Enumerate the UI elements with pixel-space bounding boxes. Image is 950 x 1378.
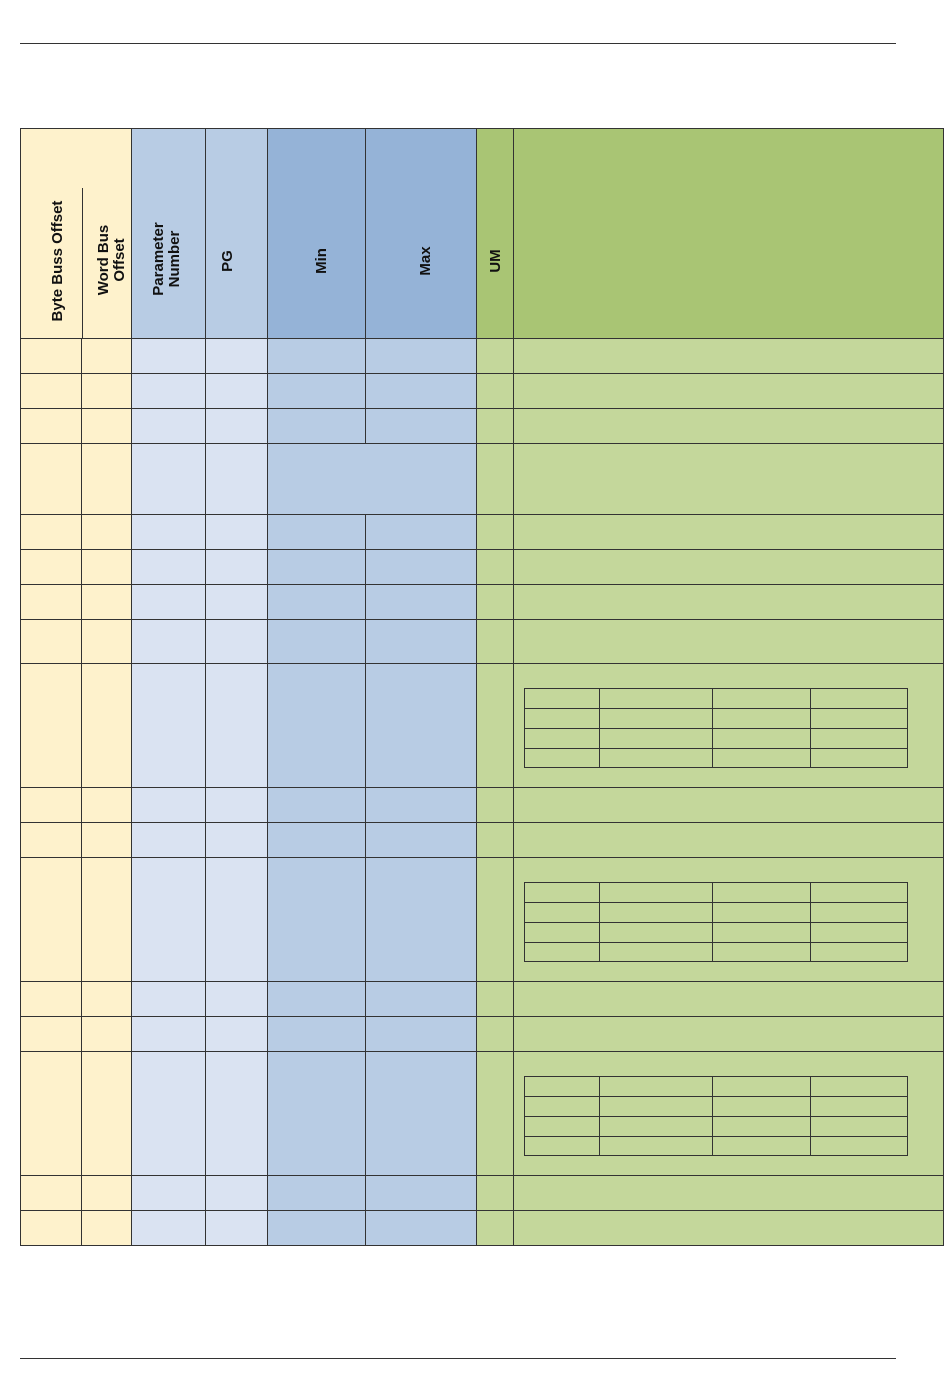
description-cell bbox=[514, 585, 944, 620]
description-cell bbox=[514, 1017, 944, 1052]
pg-cell bbox=[206, 620, 268, 664]
word-offset-cell bbox=[82, 1017, 132, 1052]
byte-offset-cell bbox=[20, 515, 82, 550]
parameter-number-cell bbox=[132, 858, 206, 982]
max-cell bbox=[366, 374, 477, 409]
parameter-number-cell bbox=[132, 550, 206, 585]
header-parameter-line1: Parameter bbox=[150, 222, 167, 296]
min-cell bbox=[268, 1017, 366, 1052]
min-cell bbox=[268, 1211, 366, 1246]
header-parameter-number bbox=[151, 222, 183, 295]
max-cell bbox=[366, 409, 477, 444]
byte-offset-cell bbox=[20, 550, 82, 585]
description-cell bbox=[514, 823, 944, 858]
max-cell bbox=[366, 823, 477, 858]
min-cell bbox=[268, 550, 366, 585]
subtable-row-line bbox=[525, 1116, 907, 1117]
word-offset-cell bbox=[82, 585, 132, 620]
max-cell bbox=[366, 1211, 477, 1246]
um-cell bbox=[477, 1211, 514, 1246]
um-cell bbox=[477, 788, 514, 823]
description-cell bbox=[514, 620, 944, 664]
header-pg-cell bbox=[206, 128, 268, 339]
embedded-subtable bbox=[524, 1076, 908, 1156]
byte-offset-cell bbox=[20, 982, 82, 1017]
word-offset-cell bbox=[82, 620, 132, 664]
parameter-number-cell bbox=[132, 664, 206, 788]
um-cell bbox=[477, 858, 514, 982]
subtable-col-line bbox=[599, 1077, 600, 1155]
byte-offset-cell bbox=[20, 620, 82, 664]
byte-offset-cell bbox=[20, 1176, 82, 1211]
description-cell bbox=[514, 858, 944, 982]
description-cell bbox=[514, 664, 944, 788]
min-cell bbox=[268, 585, 366, 620]
min-cell bbox=[268, 515, 366, 550]
um-cell bbox=[477, 1176, 514, 1211]
subtable-col-line bbox=[599, 883, 600, 961]
min-cell bbox=[268, 1052, 366, 1176]
word-offset-cell bbox=[82, 982, 132, 1017]
um-cell bbox=[477, 823, 514, 858]
header-max-cell bbox=[366, 128, 477, 339]
word-offset-cell bbox=[82, 444, 132, 515]
um-cell bbox=[477, 1017, 514, 1052]
subtable-col-line bbox=[810, 1077, 811, 1155]
description-cell bbox=[514, 982, 944, 1017]
parameter-number-cell bbox=[132, 788, 206, 823]
description-cell bbox=[514, 550, 944, 585]
um-cell bbox=[477, 620, 514, 664]
parameter-number-cell bbox=[132, 1176, 206, 1211]
min-cell bbox=[268, 339, 366, 374]
description-cell bbox=[514, 409, 944, 444]
description-cell bbox=[514, 339, 944, 374]
pg-cell bbox=[206, 444, 268, 515]
word-offset-cell bbox=[82, 664, 132, 788]
subtable-col-line bbox=[599, 689, 600, 767]
subtable-row-line bbox=[525, 902, 907, 903]
byte-offset-cell bbox=[20, 409, 82, 444]
byte-offset-cell bbox=[20, 858, 82, 982]
header-pg: PG bbox=[219, 250, 236, 272]
subtable-row-line bbox=[525, 942, 907, 943]
parameter-number-cell bbox=[132, 982, 206, 1017]
min-cell bbox=[268, 664, 366, 788]
byte-offset-cell bbox=[20, 823, 82, 858]
parameter-number-cell bbox=[132, 1052, 206, 1176]
description-cell bbox=[514, 444, 944, 515]
byte-offset-cell bbox=[20, 1211, 82, 1246]
pg-cell bbox=[206, 858, 268, 982]
header-um: UM bbox=[487, 249, 504, 273]
pg-cell bbox=[206, 339, 268, 374]
parameter-number-cell bbox=[132, 515, 206, 550]
max-cell bbox=[366, 1017, 477, 1052]
parameter-number-cell bbox=[132, 444, 206, 515]
max-cell bbox=[366, 515, 477, 550]
footer-rule bbox=[20, 1358, 896, 1359]
word-offset-cell bbox=[82, 550, 132, 585]
description-cell bbox=[514, 1176, 944, 1211]
description-cell bbox=[514, 1211, 944, 1246]
pg-cell bbox=[206, 409, 268, 444]
header-max: Max bbox=[417, 246, 434, 276]
um-cell bbox=[477, 339, 514, 374]
parameter-number-cell bbox=[132, 374, 206, 409]
pg-cell bbox=[206, 823, 268, 858]
word-offset-cell bbox=[82, 1176, 132, 1211]
parameter-number-cell bbox=[132, 823, 206, 858]
embedded-subtable bbox=[524, 882, 908, 962]
min-cell bbox=[268, 858, 366, 982]
um-cell bbox=[477, 409, 514, 444]
max-cell bbox=[366, 585, 477, 620]
subtable-row-line bbox=[525, 708, 907, 709]
header-word-bus-offset-line2: Offset bbox=[111, 238, 128, 282]
pg-cell bbox=[206, 1211, 268, 1246]
max-cell bbox=[366, 788, 477, 823]
header-min-cell bbox=[268, 128, 366, 339]
pg-cell bbox=[206, 550, 268, 585]
subtable-col-line bbox=[712, 1077, 713, 1155]
header-word-bus-offset bbox=[96, 225, 128, 296]
min-cell bbox=[268, 409, 366, 444]
header-min: Min bbox=[313, 248, 330, 274]
parameter-number-cell bbox=[132, 339, 206, 374]
max-cell bbox=[366, 339, 477, 374]
max-cell bbox=[366, 1052, 477, 1176]
header-rule bbox=[20, 43, 896, 44]
parameter-number-cell bbox=[132, 585, 206, 620]
parameter-number-cell bbox=[132, 409, 206, 444]
um-cell bbox=[477, 1052, 514, 1176]
max-cell bbox=[366, 664, 477, 788]
min-cell bbox=[268, 982, 366, 1017]
min-cell bbox=[268, 823, 366, 858]
word-offset-cell bbox=[82, 788, 132, 823]
header-um-cell bbox=[477, 128, 514, 339]
pg-cell bbox=[206, 788, 268, 823]
max-cell bbox=[366, 1176, 477, 1211]
subtable-col-line bbox=[712, 689, 713, 767]
um-cell bbox=[477, 444, 514, 515]
min-max-merged-cell bbox=[268, 444, 477, 515]
pg-cell bbox=[206, 1052, 268, 1176]
byte-offset-cell bbox=[20, 1017, 82, 1052]
word-offset-cell bbox=[82, 515, 132, 550]
um-cell bbox=[477, 374, 514, 409]
header-description-cell bbox=[514, 128, 944, 339]
parameter-table bbox=[20, 128, 944, 1248]
subtable-col-line bbox=[712, 883, 713, 961]
pg-cell bbox=[206, 374, 268, 409]
byte-offset-cell bbox=[20, 444, 82, 515]
header-offset-divider bbox=[82, 188, 83, 339]
subtable-col-line bbox=[810, 883, 811, 961]
word-offset-cell bbox=[82, 823, 132, 858]
um-cell bbox=[477, 515, 514, 550]
parameter-number-cell bbox=[132, 1017, 206, 1052]
max-cell bbox=[366, 982, 477, 1017]
pg-cell bbox=[206, 1176, 268, 1211]
pg-cell bbox=[206, 515, 268, 550]
max-cell bbox=[366, 550, 477, 585]
word-offset-cell bbox=[82, 1211, 132, 1246]
header-byte-buss-offset: Byte Buss Offset bbox=[49, 200, 66, 322]
max-cell bbox=[366, 858, 477, 982]
min-cell bbox=[268, 788, 366, 823]
byte-offset-cell bbox=[20, 374, 82, 409]
subtable-row-line bbox=[525, 728, 907, 729]
um-cell bbox=[477, 664, 514, 788]
word-offset-cell bbox=[82, 409, 132, 444]
parameter-number-cell bbox=[132, 620, 206, 664]
description-cell bbox=[514, 1052, 944, 1176]
subtable-row-line bbox=[525, 922, 907, 923]
header-parameter-line2: Number bbox=[166, 230, 183, 288]
um-cell bbox=[477, 982, 514, 1017]
min-cell bbox=[268, 374, 366, 409]
header-word-bus-offset-line1: Word Bus bbox=[95, 224, 112, 296]
max-cell bbox=[366, 620, 477, 664]
byte-offset-cell bbox=[20, 664, 82, 788]
description-cell bbox=[514, 788, 944, 823]
subtable-row-line bbox=[525, 748, 907, 749]
description-cell bbox=[514, 374, 944, 409]
pg-cell bbox=[206, 982, 268, 1017]
um-cell bbox=[477, 550, 514, 585]
word-offset-cell bbox=[82, 1052, 132, 1176]
byte-offset-cell bbox=[20, 339, 82, 374]
pg-cell bbox=[206, 585, 268, 620]
subtable-row-line bbox=[525, 1096, 907, 1097]
subtable-row-line bbox=[525, 1136, 907, 1137]
subtable-col-line bbox=[810, 689, 811, 767]
word-offset-cell bbox=[82, 858, 132, 982]
description-cell bbox=[514, 515, 944, 550]
byte-offset-cell bbox=[20, 788, 82, 823]
um-cell bbox=[477, 585, 514, 620]
pg-cell bbox=[206, 1017, 268, 1052]
parameter-number-cell bbox=[132, 1211, 206, 1246]
pg-cell bbox=[206, 664, 268, 788]
min-cell bbox=[268, 620, 366, 664]
byte-offset-cell bbox=[20, 585, 82, 620]
min-cell bbox=[268, 1176, 366, 1211]
word-offset-cell bbox=[82, 339, 132, 374]
byte-offset-cell bbox=[20, 1052, 82, 1176]
embedded-subtable bbox=[524, 688, 908, 768]
word-offset-cell bbox=[82, 374, 132, 409]
